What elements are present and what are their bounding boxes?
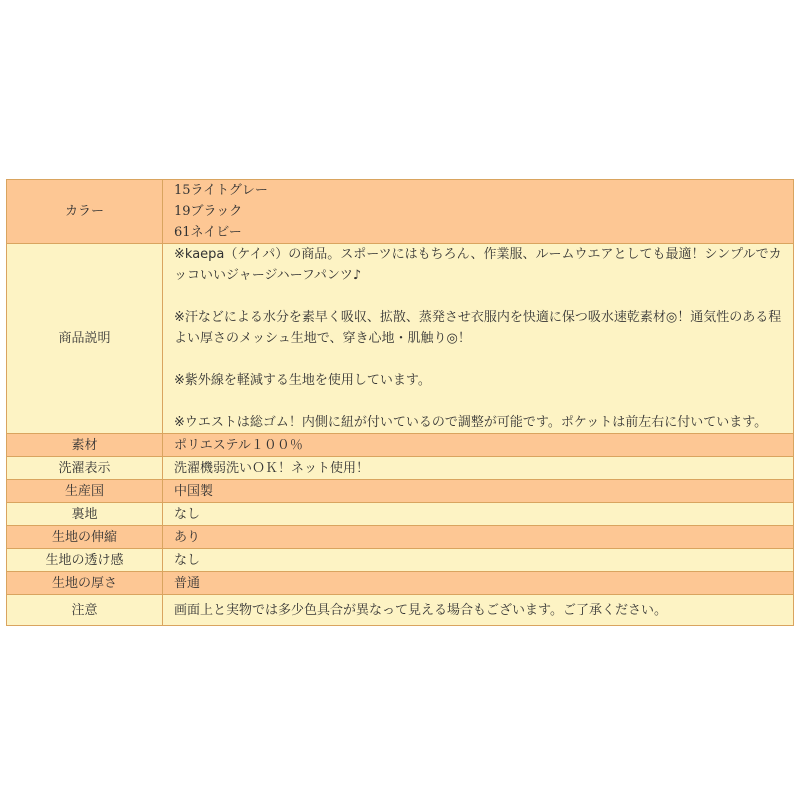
spec-value-thickness: 普通 [163,572,794,595]
spec-row-origin [7,480,794,503]
spec-value-sheerness: なし [163,549,794,572]
spec-row-material [7,434,794,457]
description-paragraph: ※紫外線を軽減する生地を使用しています。 [174,373,431,388]
spec-value-material: ポリエステル１００％ [163,434,794,457]
spec-row-description [7,244,794,434]
description-paragraph: ※kaepa（ケイパ）の商品。スポーツにはもちろん、作業服、ルームウエアとしても最適！シンプルでカッコいいジャージハーフパンツ♪ [174,247,782,283]
spec-value-washing: 洗濯機弱洗いＯＫ！ネット使用！ [163,457,794,480]
product-spec-table [6,179,794,626]
spec-value-stretch: あり [163,526,794,549]
spec-value-lining: なし [163,503,794,526]
spec-label-notice: 注意 [7,595,163,626]
spec-label-washing: 洗濯表示 [7,457,163,480]
description-paragraph: ※汗などによる水分を素早く吸収、拡散、蒸発させ衣服内を快適に保つ吸水速乾素材◎！通気性のある程よい厚さのメッシュ生地で、穿き心地・肌触り◎！ [174,310,782,346]
color-option: 61ネイビー [174,225,242,240]
spec-row-notice [7,595,794,626]
spec-row-sheerness [7,549,794,572]
spec-value-notice: 画面上と実物では多少色具合が異なって見える場合もございます。ご了承ください。 [163,595,794,626]
spec-label-origin: 生産国 [7,480,163,503]
color-option: 15ライトグレー [174,183,268,198]
spec-value-origin: 中国製 [163,480,794,503]
spec-label-lining: 裏地 [7,503,163,526]
spec-label-material: 素材 [7,434,163,457]
spec-value-color [163,180,794,244]
spec-row-lining [7,503,794,526]
spec-row-stretch [7,526,794,549]
spec-label-thickness: 生地の厚さ [7,572,163,595]
spec-label-stretch: 生地の伸縮 [7,526,163,549]
spec-row-color [7,180,794,244]
spec-value-description [163,244,794,434]
spec-label-color: カラー [7,180,163,244]
spec-label-sheerness: 生地の透け感 [7,549,163,572]
description-paragraph: ※ウエストは総ゴム！内側に紐が付いているので調整が可能です。ポケットは前左右に付いています。 [174,415,768,430]
color-option: 19ブラック [174,204,243,219]
spec-label-description: 商品説明 [7,244,163,434]
spec-row-thickness [7,572,794,595]
spec-row-washing [7,457,794,480]
